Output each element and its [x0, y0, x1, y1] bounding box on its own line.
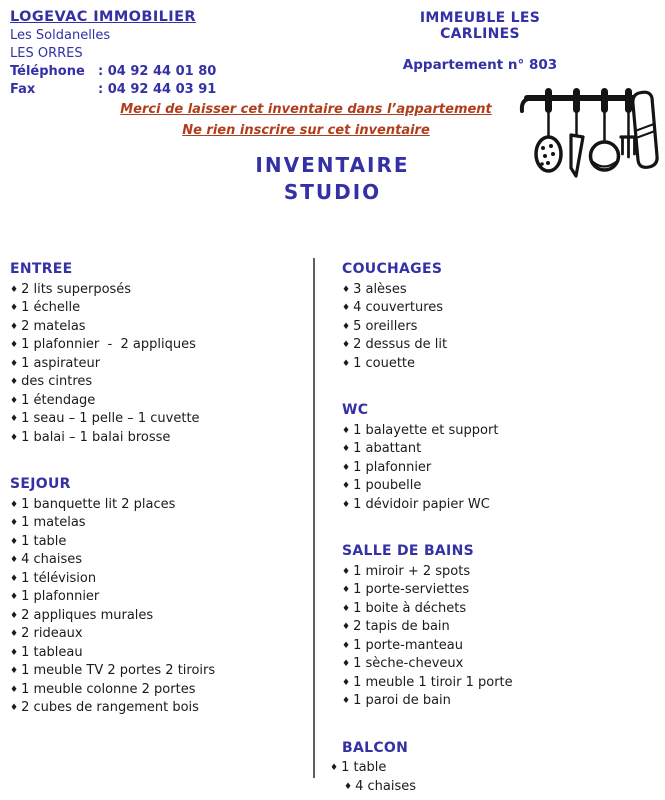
diamond-bullet-icon: ♦ — [342, 284, 351, 295]
item-text: 1 dévidoir papier WC — [353, 496, 490, 512]
diamond-bullet-icon: ♦ — [330, 763, 339, 773]
inventory-item — [342, 655, 661, 674]
item-text: 1 table — [21, 533, 67, 549]
agency-address-line2: LES ORRES — [10, 46, 83, 61]
item-text: 4 chaises — [21, 552, 82, 567]
left-column — [0, 258, 313, 778]
diamond-bullet-icon: ♦ — [342, 499, 351, 510]
inventory-item — [342, 581, 661, 600]
inventory-section — [10, 260, 307, 447]
diamond-bullet-icon: ♦ — [10, 303, 19, 313]
agency-fax — [10, 81, 216, 99]
building-name: IMMEUBLE LES CARLINES — [419, 10, 541, 42]
diamond-bullet-icon: ♦ — [342, 358, 351, 369]
item-text: 1 télévision — [21, 570, 97, 586]
diamond-bullet-icon: ♦ — [342, 462, 351, 473]
inventory-item — [342, 299, 661, 318]
inventory-item — [10, 392, 307, 411]
inventory-item — [10, 644, 307, 663]
diamond-bullet-icon: ♦ — [10, 284, 19, 295]
diamond-bullet-icon: ♦ — [10, 377, 19, 387]
inventory-item — [10, 281, 307, 300]
inventory-item — [344, 778, 661, 797]
inventory-item — [10, 570, 307, 589]
item-text: 2 appliques murales — [21, 607, 154, 623]
inventory-item — [10, 355, 307, 374]
inventory-item — [10, 299, 307, 318]
phone-value: : 04 92 44 01 80 — [98, 64, 217, 79]
item-text: 1 plafonnier — [21, 589, 100, 604]
inventory-item — [342, 618, 661, 637]
inventory-item — [10, 429, 307, 448]
diamond-bullet-icon: ♦ — [342, 659, 351, 669]
item-text: 1 boite à déchets — [353, 600, 467, 616]
item-text: 1 plafonnier — [353, 459, 432, 475]
diamond-bullet-icon: ♦ — [342, 566, 351, 577]
diamond-bullet-icon: ♦ — [342, 696, 351, 706]
diamond-bullet-icon: ♦ — [10, 573, 19, 584]
diamond-bullet-icon: ♦ — [10, 518, 19, 528]
inventory-section — [342, 401, 661, 514]
building-header — [388, 10, 572, 73]
item-text: 2 rideaux — [21, 626, 83, 641]
inventory-item — [342, 496, 661, 515]
item-text: 1 seau – 1 pelle – 1 cuvette — [21, 411, 200, 426]
item-text: 1 matelas — [21, 515, 86, 530]
diamond-bullet-icon: ♦ — [10, 629, 19, 639]
section-heading: COUCHAGES — [342, 261, 443, 277]
diamond-bullet-icon: ♦ — [342, 321, 351, 332]
diamond-bullet-icon: ♦ — [10, 647, 19, 658]
notice-line1: Merci de laisser cet inventaire dans l’appartement — [120, 102, 492, 117]
item-text: 1 abattant — [353, 441, 422, 456]
inventory-item — [342, 281, 661, 300]
inventory-item — [10, 681, 307, 700]
inventory-item — [342, 674, 661, 693]
item-text: 1 sèche-cheveux — [353, 656, 464, 671]
inventory-item — [342, 459, 661, 478]
item-text: 1 tableau — [21, 644, 83, 660]
inventory-item — [342, 336, 661, 355]
inventory-columns — [0, 258, 665, 794]
diamond-bullet-icon: ♦ — [342, 622, 351, 632]
inventory-item — [10, 533, 307, 552]
item-text: 2 dessus de lit — [353, 337, 448, 352]
item-text: 4 couvertures — [353, 300, 444, 315]
right-column — [313, 258, 665, 794]
inventory-item — [342, 692, 661, 711]
item-text: 1 paroi de bain — [353, 693, 451, 708]
item-text: 1 porte-serviettes — [353, 582, 470, 597]
inventory-section — [330, 739, 661, 797]
inventory-item — [342, 318, 661, 337]
inventory-item — [10, 551, 307, 570]
diamond-bullet-icon: ♦ — [10, 340, 19, 350]
diamond-bullet-icon: ♦ — [342, 677, 351, 688]
apartment-number: Appartement n° 803 — [402, 57, 558, 73]
diamond-bullet-icon: ♦ — [10, 432, 19, 443]
inventory-item — [10, 607, 307, 626]
phone-label: Téléphone — [10, 64, 85, 79]
diamond-bullet-icon: ♦ — [342, 481, 351, 491]
diamond-bullet-icon: ♦ — [344, 781, 353, 792]
item-text: 1 poubelle — [353, 478, 422, 493]
section-heading: BALCON — [342, 739, 409, 756]
inventory-section — [342, 260, 661, 373]
item-text: 2 lits superposés — [21, 281, 132, 297]
inventory-item — [342, 422, 661, 441]
document-title-line1: INVENTAIRE — [255, 153, 410, 177]
diamond-bullet-icon: ♦ — [10, 499, 19, 510]
document-title-line2: STUDIO — [283, 180, 382, 204]
diamond-bullet-icon: ♦ — [342, 303, 351, 313]
section-heading: ENTREE — [10, 261, 73, 277]
notice-line2: Ne rien inscrire sur cet inventaire — [182, 123, 430, 138]
agency-header — [10, 8, 216, 99]
item-text: 2 cubes de rangement bois — [21, 700, 199, 715]
section-heading: SALLE DE BAINS — [342, 543, 474, 559]
inventory-item — [342, 563, 661, 582]
item-text: 1 balai – 1 balai brosse — [21, 429, 171, 445]
item-text: 1 table — [341, 760, 387, 775]
item-text: 1 meuble colonne 2 portes — [21, 681, 196, 697]
inventory-section — [342, 542, 661, 711]
item-text: 1 porte-manteau — [353, 637, 463, 653]
inventory-item — [10, 588, 307, 607]
item-text: 1 étendage — [21, 392, 96, 408]
fax-value: : 04 92 44 03 91 — [98, 82, 217, 97]
inventory-item — [342, 600, 661, 619]
agency-phone — [10, 63, 216, 81]
inventory-item — [10, 662, 307, 681]
item-text: 1 échelle — [21, 300, 81, 315]
item-text: 1 miroir + 2 spots — [353, 563, 471, 579]
agency-name: LOGEVAC IMMOBILIER — [10, 9, 196, 25]
item-text: 2 tapis de bain — [353, 619, 450, 634]
inventory-item — [10, 318, 307, 337]
diamond-bullet-icon: ♦ — [10, 610, 19, 621]
inventory-item — [342, 355, 661, 374]
diamond-bullet-icon: ♦ — [10, 395, 19, 406]
diamond-bullet-icon: ♦ — [10, 703, 19, 713]
diamond-bullet-icon: ♦ — [342, 425, 351, 436]
item-text: 3 alèses — [353, 281, 407, 297]
diamond-bullet-icon: ♦ — [10, 684, 19, 695]
inventory-item — [330, 759, 661, 778]
diamond-bullet-icon: ♦ — [10, 555, 19, 565]
inventory-item — [10, 336, 307, 355]
diamond-bullet-icon: ♦ — [342, 585, 351, 595]
inventory-item — [342, 440, 661, 459]
diamond-bullet-icon: ♦ — [342, 444, 351, 454]
diamond-bullet-icon: ♦ — [10, 592, 19, 602]
inventory-item — [10, 373, 307, 392]
diamond-bullet-icon: ♦ — [342, 340, 351, 350]
inventory-item — [342, 637, 661, 656]
item-text: 4 chaises — [355, 778, 416, 794]
diamond-bullet-icon: ♦ — [10, 536, 19, 547]
diamond-bullet-icon: ♦ — [342, 603, 351, 614]
agency-address-line1: Les Soldanelles — [10, 28, 111, 43]
item-text: 2 matelas — [21, 318, 86, 334]
item-text: 1 meuble 1 tiroir 1 porte — [353, 674, 513, 690]
item-text: des cintres — [21, 374, 93, 389]
diamond-bullet-icon: ♦ — [10, 414, 19, 424]
inventory-item — [10, 514, 307, 533]
section-heading: SEJOUR — [10, 476, 71, 492]
diamond-bullet-icon: ♦ — [10, 358, 19, 369]
item-text: 1 meuble TV 2 portes 2 tiroirs — [21, 663, 216, 678]
item-text: 5 oreillers — [353, 318, 418, 334]
diamond-bullet-icon: ♦ — [10, 666, 19, 676]
fax-label: Fax — [10, 82, 36, 97]
section-heading: WC — [342, 402, 369, 418]
inventory-section — [10, 475, 307, 718]
item-text: 1 banquette lit 2 places — [21, 496, 176, 512]
item-text: 1 plafonnier - 2 appliques — [21, 337, 196, 352]
inventory-item — [10, 699, 307, 718]
diamond-bullet-icon: ♦ — [10, 321, 19, 332]
inventory-item — [10, 410, 307, 429]
inventory-item — [10, 496, 307, 515]
item-text: 1 couette — [353, 355, 416, 371]
inventory-item — [342, 477, 661, 496]
item-text: 1 aspirateur — [21, 355, 101, 371]
document-title — [0, 152, 665, 206]
diamond-bullet-icon: ♦ — [342, 640, 351, 651]
item-text: 1 balayette et support — [353, 422, 499, 438]
inventory-item — [10, 625, 307, 644]
